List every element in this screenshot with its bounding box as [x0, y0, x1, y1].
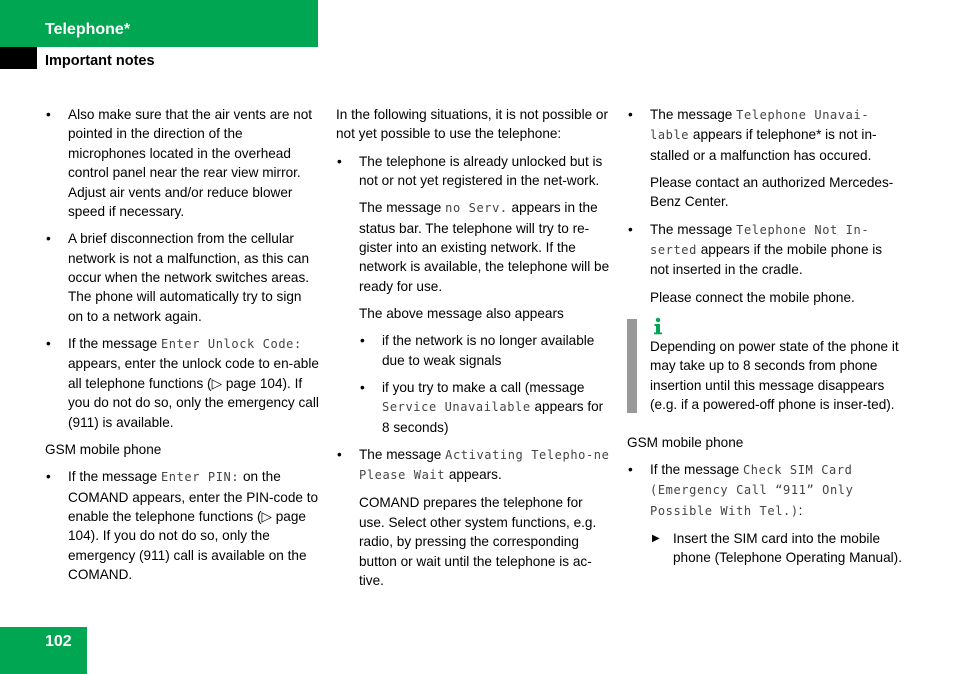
- display-message: Activating Telepho-ne Please Wait: [359, 447, 610, 483]
- text: appears, enter the unlock code to en-able all telephone functions (▷ page 104). If you do not do so, only the emergency call (911) is available.: [68, 356, 319, 430]
- subheading: GSM mobile phone: [45, 441, 162, 457]
- list-item: [627, 460, 902, 521]
- info-note: [627, 317, 902, 415]
- text: The message: [650, 107, 737, 122]
- sub-list-item: [336, 378, 612, 437]
- paragraph: In the following situations, it is not possible or not yet possible to use the telephone:: [336, 107, 609, 142]
- page-number: 102: [45, 633, 72, 650]
- list-item: [336, 445, 612, 486]
- action-step: ▶ Insert the SIM card into the mobile phone (Telephone Operating Manual).: [627, 529, 902, 568]
- text: The message: [359, 446, 446, 462]
- text: appears if the mobile phone is not inserted in the cradle.: [650, 242, 883, 278]
- list-item: [45, 334, 320, 432]
- list-item: • The telephone is already unlocked but is not or not yet registered in the net-work.: [336, 152, 612, 191]
- display-message: no Serv.: [445, 201, 508, 216]
- list-item: [627, 220, 902, 280]
- page-number-box: [0, 627, 87, 674]
- text: appears.: [445, 467, 502, 483]
- text: If the message: [68, 336, 161, 352]
- list-item: • Also make sure that the air vents are not pointed in the direction of the microphones located in the overhead control panel near the rear view mirror. Adjust air vents and/or reduce blower speed if necessary.: [45, 105, 320, 221]
- sub-list-item: • if the network is no longer available due to weak signals: [336, 331, 612, 370]
- text: on the COMAND appears, enter the PIN-code to enable the telephone functions (▷ page 104). If you do not do so, only the emergency (911) call is available on the COMAND.: [68, 469, 319, 583]
- list-item: [45, 467, 320, 584]
- header-marker: [0, 47, 37, 69]
- text: appears in the status bar. The telephone will try to re-gister into an existing network. If the network is available, the telephone will be ready for use.: [359, 200, 610, 294]
- paragraph: [336, 198, 612, 296]
- text: If the message: [68, 469, 161, 485]
- info-icon: [650, 317, 666, 335]
- column-1: [45, 105, 320, 592]
- display-message: Service Unavailable: [382, 400, 531, 415]
- paragraph: Please contact an authorized Mercedes-Benz Center.: [650, 175, 894, 210]
- display-message: Telephone Unavai-lable: [650, 108, 870, 143]
- text: if you try to make a call (message: [382, 379, 585, 395]
- subsection-title: Important notes: [45, 53, 155, 69]
- subheading: GSM mobile phone: [627, 434, 744, 450]
- text: The message: [359, 200, 446, 216]
- column-2: [336, 105, 612, 598]
- column-3: [627, 105, 902, 576]
- text: The message: [650, 221, 737, 237]
- text: :: [798, 502, 803, 518]
- text: appears if telephone* is not in-stalled or a malfunction has occured.: [650, 127, 877, 163]
- paragraph: Please connect the mobile phone.: [650, 289, 855, 305]
- display-message: Enter Unlock Code:: [160, 337, 302, 352]
- list-item: [627, 105, 902, 165]
- section-title: Telephone*: [45, 21, 131, 38]
- note-bar: [627, 319, 637, 413]
- display-message: Enter PIN:: [160, 470, 240, 485]
- display-message: Telephone Not In-serted: [650, 222, 870, 258]
- paragraph: The above message also appears: [359, 306, 564, 322]
- list-item: • A brief disconnection from the cellular network is not a malfunction, as this can occur when the network switches areas. The phone will automatically try to sign on to a network again.: [45, 229, 320, 326]
- note-text: Depending on power state of the phone it may take up to 8 seconds from phone insertion until this message disappears (e.g. if a powered-off phone is inser-ted).: [650, 339, 899, 413]
- paragraph: COMAND prepares the telephone for use. Select other system functions, e.g. radio, by pressing the corresponding button or wait until the telephone is ac-tive.: [359, 495, 597, 589]
- display-message: Check SIM Card (Emergency Call “911” Only Possible With Tel.): [650, 462, 854, 518]
- text: If the message: [650, 461, 743, 477]
- text: appears for 8 seconds): [382, 399, 604, 435]
